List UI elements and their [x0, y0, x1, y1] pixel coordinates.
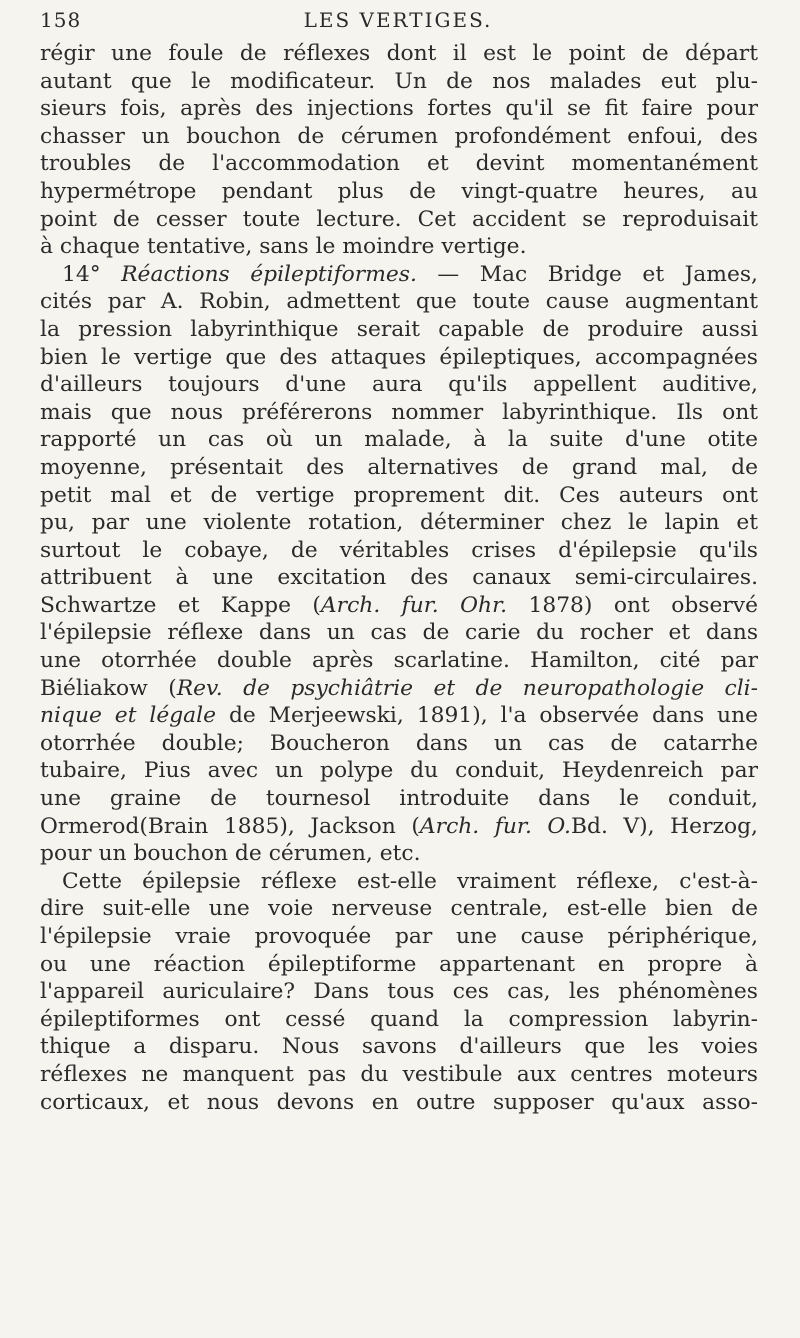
page-header	[40, 8, 756, 36]
text-line: attribuent à une excitation des canaux semi-circulaires.	[40, 565, 758, 591]
text-line: l'épilepsie vraie provoquée par une cause périphérique,	[40, 924, 758, 949]
text-line: d'ailleurs toujours d'une aura qu'ils appellent auditive,	[40, 372, 758, 398]
text-line: hypermétrope pendant plus de vingt-quatre heures, au	[40, 178, 758, 204]
line-suffix: — Mac Bridge et James,	[416, 261, 758, 287]
text-line: la pression labyrinthique serait capable de produire aussi	[40, 316, 758, 342]
text-line: rapporté un cas où un malade, à la suite d'une otite	[40, 427, 758, 453]
citation-line	[40, 813, 758, 841]
page-number: 158	[40, 8, 82, 32]
body-text	[40, 40, 758, 1116]
line-prefix: 14°	[62, 261, 122, 287]
text-line: à chaque tentative, sans le moindre vertige.	[40, 234, 527, 260]
text-line: une otorrhée double après scarlatine. Hamilton, cité par	[40, 648, 758, 674]
text-line: dire suit-elle une voie nerveuse centrale, est-elle bien de	[40, 896, 758, 922]
text-line: moyenne, présentait des alternatives de grand mal, de	[40, 454, 758, 480]
line-prefix: Schwartze et Kappe (	[40, 592, 321, 618]
text-line: surtout le cobaye, de véritables crises d'épilepsie qu'ils	[40, 537, 758, 563]
text-line: ou une réaction épileptiforme appartenant en propre à	[40, 951, 758, 977]
text-line: cités par A. Robin, admettent que toute cause augmentant	[40, 289, 758, 315]
text-line: l'épilepsie réflexe dans un cas de carie du rocher et dans	[40, 620, 758, 646]
text-line: troubles de l'accommodation et devint momentanément	[40, 151, 758, 177]
text-line: point de cesser toute lecture. Cet accident se reproduisait	[40, 206, 758, 232]
line-prefix: Ormerod(Brain 1885), Jackson (	[40, 813, 420, 839]
citation-title: Arch. fur. O.	[419, 813, 571, 839]
text-line: réflexes ne manquent pas du vestibule aux centres moteurs	[40, 1061, 758, 1087]
line-suffix: Bd. V), Herzog,	[570, 813, 758, 839]
text-line: autant que le modificateur. Un de nos malades eut plu-	[40, 68, 758, 94]
running-title: LES VERTIGES.	[303, 8, 493, 32]
text-line: pu, par une violente rotation, déterminer chez le lapin et	[40, 510, 758, 536]
text-line: chasser un bouchon de cérumen profondément enfoui, des	[40, 123, 758, 149]
section-heading-line	[40, 261, 758, 289]
text-line: thique a disparu. Nous savons d'ailleurs que les voies	[40, 1034, 758, 1060]
text-line: otorrhée double; Boucheron dans un cas de catarrhe	[40, 730, 758, 756]
citation-line	[40, 702, 758, 730]
line-suffix: de Merjeewski, 1891), l'a observée dans une	[216, 703, 758, 729]
text-line: mais que nous préférerons nommer labyrinthique. Ils ont	[40, 399, 758, 425]
text-line: l'appareil auriculaire? Dans tous ces cas, les phénomènes	[40, 979, 758, 1005]
citation-title: Arch. fur. Ohr.	[320, 592, 508, 618]
line-prefix: Biéliakow (	[40, 675, 177, 701]
citation-line	[40, 675, 758, 703]
citation-line	[40, 592, 758, 620]
text-line: sieurs fois, après des injections fortes qu'il se fit faire pour	[40, 96, 758, 122]
text-line: bien le vertige que des attaques épileptiques, accompagnées	[40, 344, 758, 370]
citation-title: nique et légale	[40, 703, 217, 729]
line-suffix: 1878) ont observé	[507, 592, 758, 618]
text-line: épileptiformes ont cessé quand la compression labyrin-	[40, 1006, 758, 1032]
text-line: Cette épilepsie réflexe est-elle vraiment réflexe, c'est-à-	[62, 868, 758, 894]
text-line: une graine de tournesol introduite dans le conduit,	[40, 786, 758, 812]
section-title: Réactions épileptiformes.	[121, 261, 417, 287]
text-line: corticaux, et nous devons en outre supposer qu'aux asso-	[40, 1089, 758, 1115]
text-line: petit mal et de vertige proprement dit. Ces auteurs ont	[40, 482, 758, 508]
citation-title: Rev. de psychiâtrie et de neuropathologie cli-	[176, 675, 758, 701]
text-line: tubaire, Pius avec un polype du conduit, Heydenreich par	[40, 758, 758, 784]
text-line: régir une foule de réflexes dont il est le point de départ	[40, 41, 758, 66]
text-line: pour un bouchon de cérumen, etc.	[40, 841, 421, 867]
